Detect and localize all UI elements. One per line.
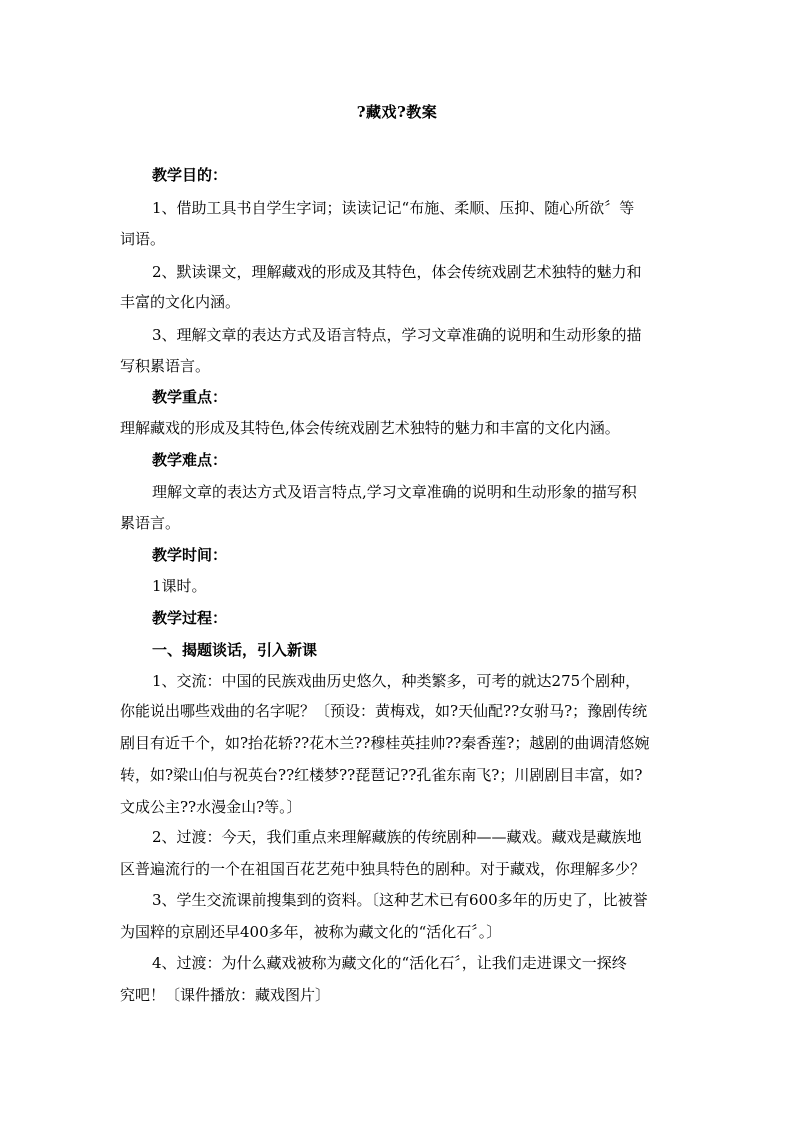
body-text-line: 累语言。 (120, 514, 181, 532)
body-text-line: 为国粹的京剧还早400多年，被称为藏文化的“活化石〞。〕 (120, 923, 502, 941)
document-title: ?藏戏?教案 (356, 103, 438, 121)
body-text-line: 理解文章的表达方式及语言特点,学习文章准确的说明和生动形象的描写积 (152, 483, 637, 501)
section-heading: 教学过程： (152, 609, 228, 627)
body-text-line: 理解藏戏的形成及其特色,体会传统戏剧艺术独特的魅力和丰富的文化内涵。 (120, 419, 620, 437)
body-text-line: 1、交流：中国的民族戏曲历史悠久，种类繁多，可考的就达275个剧种， (152, 672, 641, 690)
body-text-line: 文成公主??水漫金山?等。〕 (120, 798, 302, 816)
section-heading: 教学目的： (152, 166, 228, 184)
body-text-line: 1、借助工具书自学生字词；读读记记“布施、柔顺、压抑、随心所欲〞等 (152, 199, 635, 217)
section-heading: 教学重点： (152, 388, 228, 406)
body-text-line: 2、过渡：今天，我们重点来理解藏族的传统剧种——藏戏。藏戏是藏族地 (152, 828, 642, 846)
body-text-line: 写积累语言。 (120, 357, 211, 375)
section-heading: 教学时间： (152, 546, 228, 564)
body-text-line: 1课时。 (152, 577, 207, 595)
body-text-line: 剧目有近千个，如?抬花轿??花木兰??穆桂英挂帅??秦香莲?；越剧的曲调清悠婉 (120, 734, 650, 752)
body-text-line: 词语。 (120, 230, 166, 248)
body-text-line: 4、过渡：为什么藏戏被称为藏文化的“活化石〞，让我们走进课文一探终 (152, 954, 627, 972)
body-text-line: 丰富的文化内涵。 (120, 293, 241, 311)
body-text-line: 区普遍流行的一个在祖国百花艺苑中独具特色的剧种。对于藏戏，你理解多少？ (120, 860, 646, 878)
body-text-line: 你能说出哪些戏曲的名字呢？〔预设：黄梅戏，如?天仙配??女驸马?；豫剧传统 (120, 702, 648, 720)
body-text-line: 究吧！〔课件播放：藏戏图片〕 (120, 986, 331, 1004)
section-heading: 教学难点： (152, 451, 228, 469)
body-text-line: 3、学生交流课前搜集到的资料。〔这种艺术已有600多年的历史了，比被誉 (152, 891, 648, 909)
body-text-line: 2、默读课文，理解藏戏的形成及其特色，体会传统戏剧艺术独特的魅力和 (152, 263, 642, 281)
body-text-line: 转，如?梁山伯与祝英台??红楼梦??琵琶记??孔雀东南飞?；川剧剧目丰富，如? (120, 766, 643, 784)
body-text-line: 3、理解文章的表达方式及语言特点，学习文章准确的说明和生动形象的描 (152, 326, 642, 344)
section-heading: 一、揭题谈话，引入新课 (152, 641, 318, 659)
